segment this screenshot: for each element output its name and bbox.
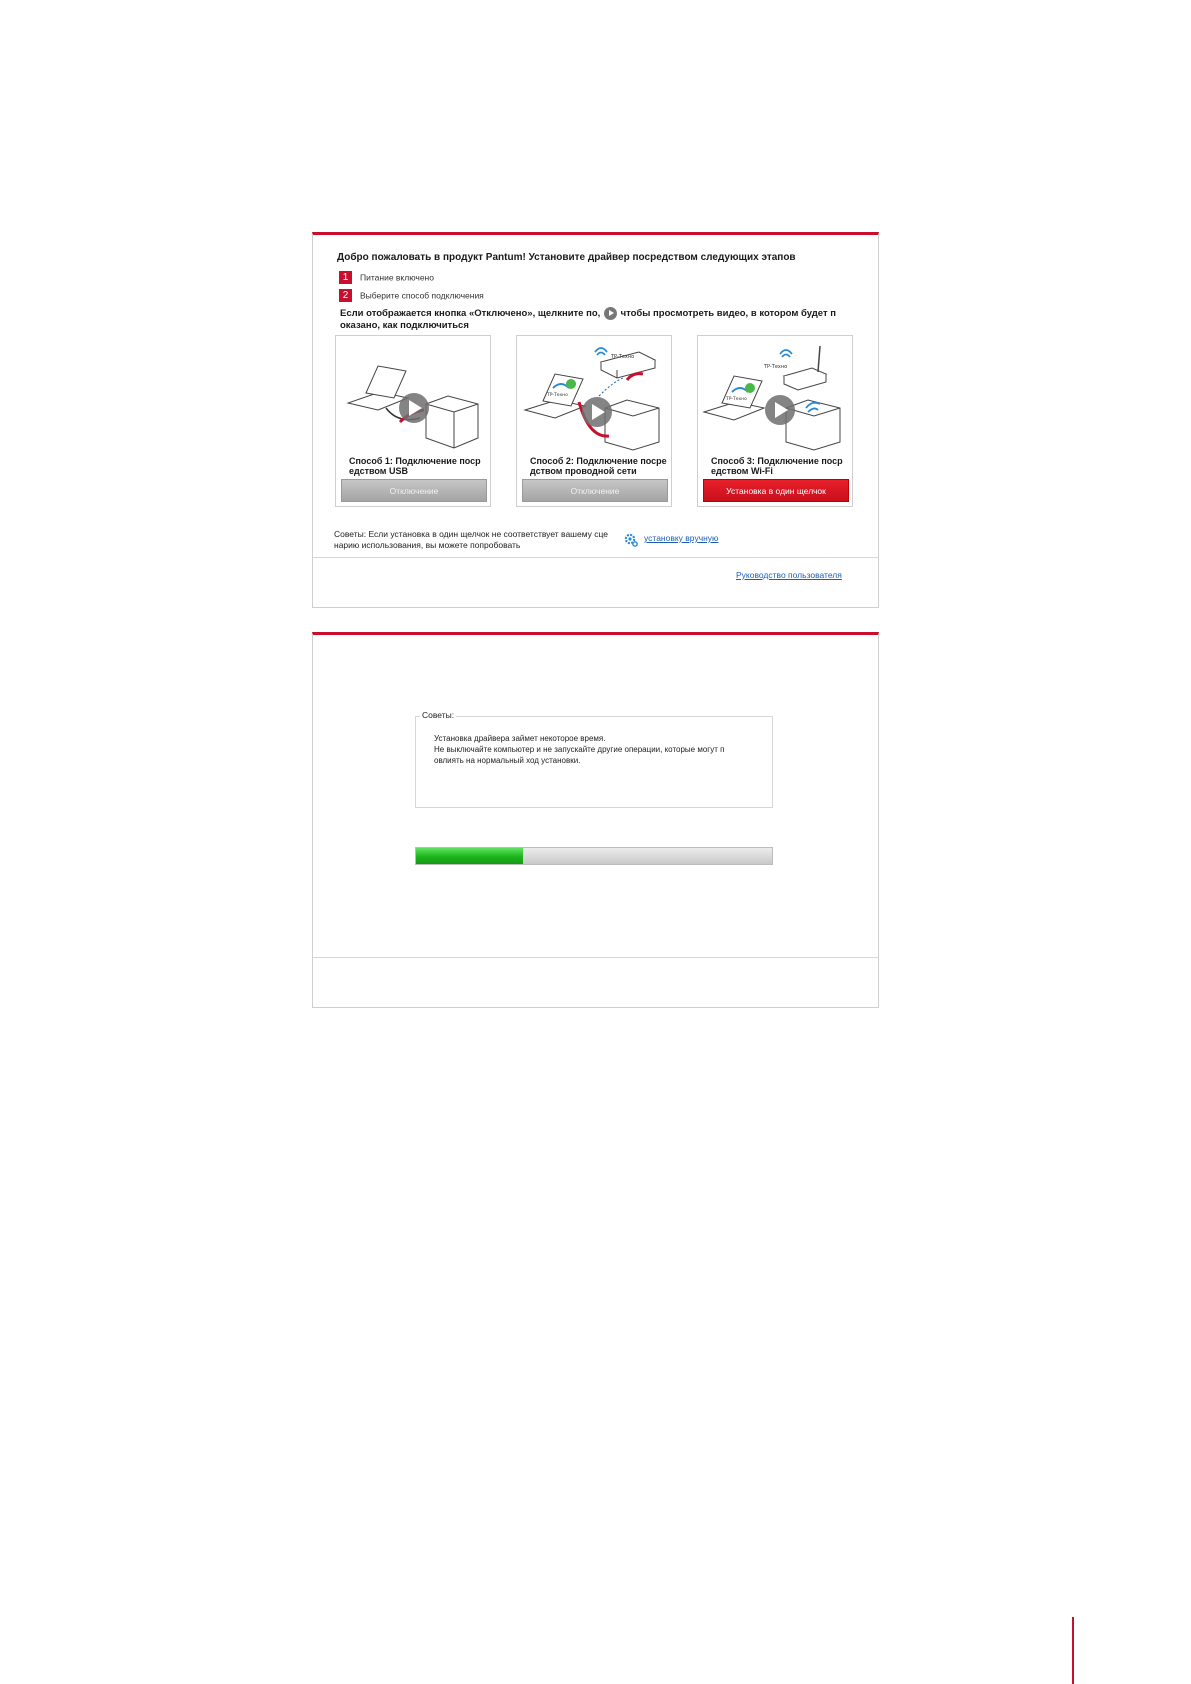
card-title: Способ 3: Подключение поср едством Wi-Fi: [711, 456, 843, 476]
router-label: TP-Техно: [764, 364, 788, 370]
divider: [313, 957, 878, 958]
note-text-end: чтобы просмотреть видео, в котором будет п оказано, как подключиться: [340, 308, 836, 331]
router-label: TP-Техно: [611, 354, 635, 360]
one-click-install-button[interactable]: Установка в один щелчок: [703, 479, 849, 502]
card-title: Способ 2: Подключение посре дством проводной сети: [530, 456, 667, 476]
method-card-usb: [335, 335, 491, 507]
wired-disabled-button[interactable]: Отключение: [522, 479, 668, 502]
play-icon: [604, 307, 617, 320]
laptop-label: TP-Техно: [547, 393, 568, 398]
progress-fill: [416, 848, 523, 864]
step-2: [339, 289, 484, 303]
step-number: 1: [339, 271, 352, 284]
card-title: Способ 1: Подключение поср едством USB: [349, 456, 481, 476]
progress-window: [312, 632, 879, 1008]
divider: [313, 557, 878, 558]
tips-line: овлиять на нормальный ход установки.: [434, 756, 581, 765]
method-card-wired: [516, 335, 672, 507]
installer-window: [312, 232, 879, 608]
step-label: Выберите способ подключения: [360, 290, 484, 301]
usb-illustration: [338, 338, 488, 454]
user-guide-link[interactable]: Руководство пользователя: [736, 570, 842, 580]
gear-icon: [624, 533, 638, 547]
video-note: [340, 307, 860, 331]
usb-disabled-button[interactable]: Отключение: [341, 479, 487, 502]
install-progress-bar: [415, 847, 773, 865]
note-text-start: Если отображается кнопка «Отключено», щелкните по,: [340, 308, 601, 320]
tips-box: [415, 710, 773, 808]
installer-heading: Добро пожаловать в продукт Pantum! Установите драйвер посредством следующих этапов: [337, 252, 796, 263]
step-number: 2: [339, 289, 352, 302]
method-card-wifi: [697, 335, 853, 507]
tips-line: Не выключайте компьютер и не запускайте другие операции, которые могут п: [434, 745, 725, 754]
laptop-label: TP-Техно: [726, 397, 747, 402]
tips-text: Советы: Если установка в один щелчок не соответствует вашему сце нарию использования, вы можете попробовать: [334, 529, 609, 550]
tips-legend: Советы:: [422, 710, 455, 720]
step-label: Питание включено: [360, 272, 434, 283]
step-1: [339, 271, 434, 285]
wifi-illustration: [700, 338, 850, 454]
tips-line: Установка драйвера займет некоторое время.: [434, 734, 606, 743]
wired-illustration: [519, 338, 669, 454]
manual-install-link[interactable]: установку вручную: [644, 533, 719, 543]
page-edge-mark: [1072, 1617, 1074, 1684]
